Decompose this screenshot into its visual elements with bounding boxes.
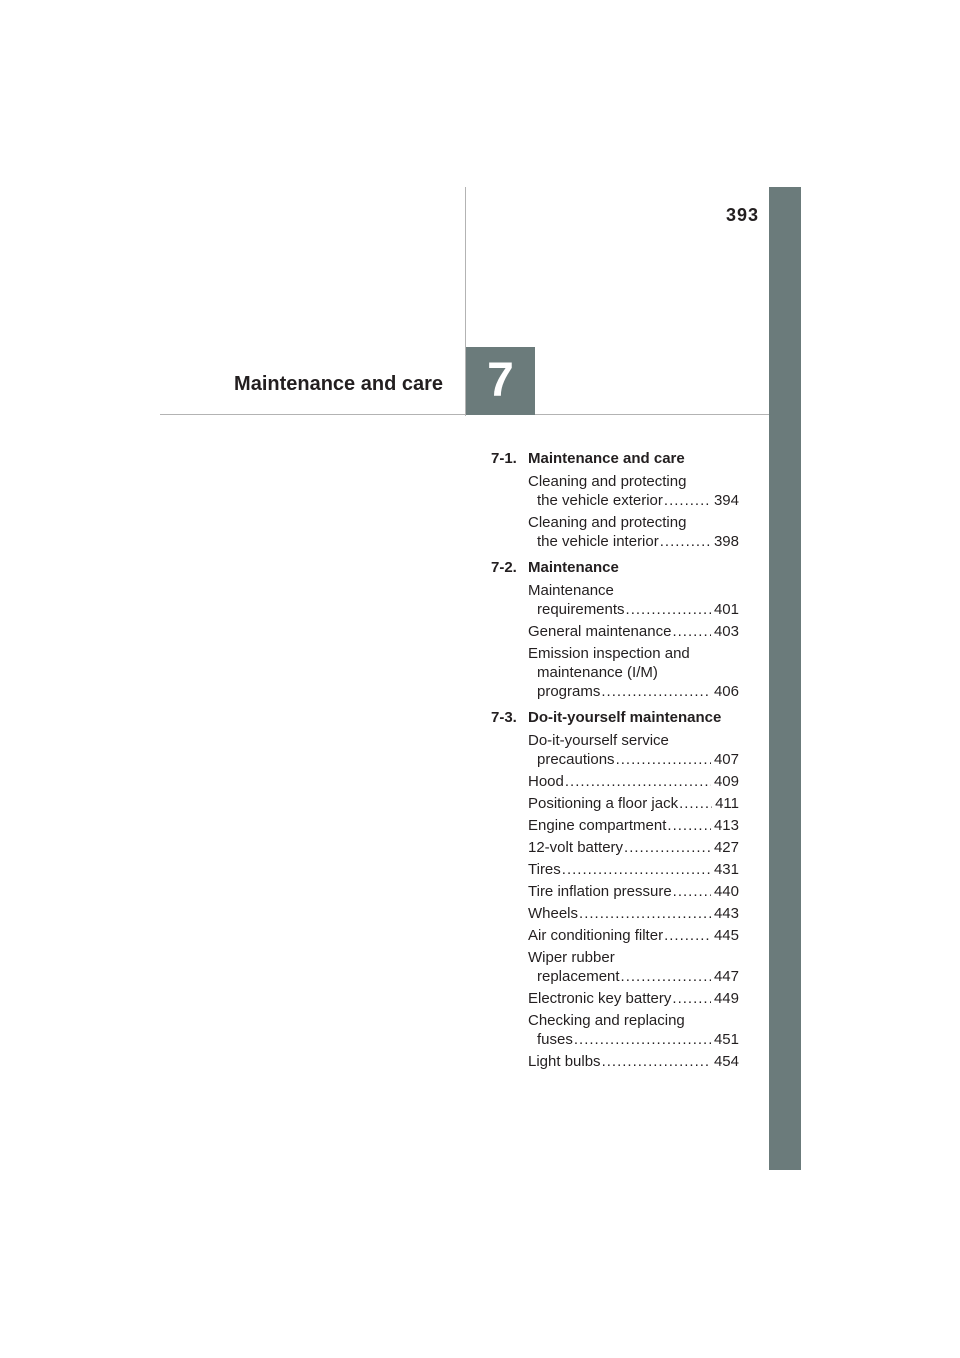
dot-leader — [667, 816, 711, 835]
toc-entry-text: maintenance (I/M) — [537, 664, 658, 681]
toc-entry[interactable] — [528, 948, 739, 986]
table-of-contents — [491, 449, 739, 1074]
dot-leader — [574, 1030, 711, 1049]
toc-page-number: 413 — [713, 817, 739, 834]
toc-page-number: 449 — [713, 990, 739, 1007]
toc-entry-text: Hood — [528, 773, 564, 790]
toc-entry-text: programs — [537, 683, 601, 700]
section-title: Maintenance and care — [528, 450, 685, 467]
toc-page-number: 403 — [713, 623, 739, 640]
dot-leader — [626, 600, 711, 619]
header-divider-horizontal — [160, 414, 769, 415]
toc-entry[interactable] — [528, 1011, 739, 1049]
toc-page-number: 401 — [713, 601, 739, 618]
toc-entry-text: General maintenance — [528, 623, 672, 640]
dot-leader — [562, 860, 711, 879]
toc-page-number: 407 — [713, 751, 739, 768]
toc-entry-text: Engine compartment — [528, 817, 667, 834]
toc-entry[interactable] — [528, 882, 739, 901]
section-title: Maintenance — [528, 559, 619, 576]
toc-entry-text: Cleaning and protecting — [528, 473, 687, 490]
chapter-number-box: 7 — [466, 347, 535, 415]
page-number: 393 — [725, 205, 759, 225]
toc-page-number: 398 — [713, 533, 739, 550]
toc-entry-text: Wheels — [528, 905, 579, 922]
toc-page-number: 411 — [715, 795, 739, 812]
toc-entry-text: Emission inspection and — [528, 645, 690, 662]
toc-section — [491, 449, 739, 551]
toc-entry-text: Wiper rubber — [528, 949, 615, 966]
toc-entry-text: replacement — [537, 968, 620, 985]
dot-leader — [565, 772, 711, 791]
toc-page-number: 409 — [713, 773, 739, 790]
toc-entry-text: precautions — [537, 751, 615, 768]
toc-page-number: 454 — [713, 1053, 739, 1070]
toc-entry[interactable] — [528, 581, 739, 619]
toc-section — [491, 558, 739, 701]
toc-entry[interactable] — [528, 622, 739, 641]
toc-section — [491, 708, 739, 1071]
toc-entry[interactable] — [528, 644, 739, 701]
toc-entry[interactable] — [528, 989, 739, 1008]
toc-page-number: 431 — [713, 861, 739, 878]
toc-entry-text: fuses — [537, 1031, 573, 1048]
toc-entry[interactable] — [528, 772, 739, 791]
toc-entry-text: the vehicle interior — [537, 533, 659, 550]
toc-entry-text: the vehicle exterior — [537, 492, 663, 509]
toc-entry[interactable] — [528, 860, 739, 879]
dot-leader — [579, 904, 711, 923]
toc-entry-text: Tires — [528, 861, 561, 878]
section-number: 7-2. — [491, 559, 517, 576]
toc-page-number: 443 — [713, 905, 739, 922]
dot-leader — [672, 622, 711, 641]
dot-leader — [679, 794, 712, 813]
dot-leader — [660, 532, 711, 551]
section-number: 7-3. — [491, 709, 517, 726]
toc-entry-text: Tire inflation pressure — [528, 883, 672, 900]
toc-entry-text: Positioning a floor jack — [528, 795, 679, 812]
toc-page-number: 394 — [713, 492, 739, 509]
toc-page-number: 440 — [713, 883, 739, 900]
section-number: 7-1. — [491, 450, 517, 467]
toc-entry-text: Checking and replacing — [528, 1012, 685, 1029]
toc-entry[interactable] — [528, 1052, 739, 1071]
toc-entry-text: Electronic key battery — [528, 990, 672, 1007]
toc-entry-text: requirements — [537, 601, 625, 618]
toc-page-number: 447 — [713, 968, 739, 985]
toc-page-number: 451 — [713, 1031, 739, 1048]
toc-entry-text: Light bulbs — [528, 1053, 601, 1070]
toc-entry-text: Air conditioning filter — [528, 927, 664, 944]
dot-leader — [664, 926, 711, 945]
dot-leader — [673, 882, 711, 901]
toc-page-number: 427 — [713, 839, 739, 856]
dot-leader — [616, 750, 711, 769]
dot-leader — [624, 838, 711, 857]
toc-entry-text: Cleaning and protecting — [528, 514, 687, 531]
toc-entry[interactable] — [528, 904, 739, 923]
toc-page-number: 406 — [713, 683, 739, 700]
toc-entry[interactable] — [528, 816, 739, 835]
toc-entry[interactable] — [528, 838, 739, 857]
toc-page-number: 445 — [713, 927, 739, 944]
toc-entry[interactable] — [528, 472, 739, 510]
toc-entry[interactable] — [528, 794, 739, 813]
chapter-title: Maintenance and care — [234, 373, 443, 395]
toc-entry-text: Maintenance — [528, 582, 614, 599]
dot-leader — [664, 491, 711, 510]
toc-entry[interactable] — [528, 926, 739, 945]
dot-leader — [601, 682, 711, 701]
section-title: Do-it-yourself maintenance — [528, 709, 722, 726]
toc-section-heading[interactable] — [491, 558, 739, 577]
toc-entry[interactable] — [528, 513, 739, 551]
toc-entry-text: 12-volt battery — [528, 839, 624, 856]
toc-section-heading[interactable] — [491, 708, 739, 727]
toc-section-heading[interactable] — [491, 449, 739, 468]
dot-leader — [672, 989, 711, 1008]
toc-entry-text: Do-it-yourself service — [528, 732, 669, 749]
dot-leader — [621, 967, 711, 986]
chapter-thumb-tab — [769, 187, 801, 1170]
dot-leader — [602, 1052, 711, 1071]
toc-entry[interactable] — [528, 731, 739, 769]
